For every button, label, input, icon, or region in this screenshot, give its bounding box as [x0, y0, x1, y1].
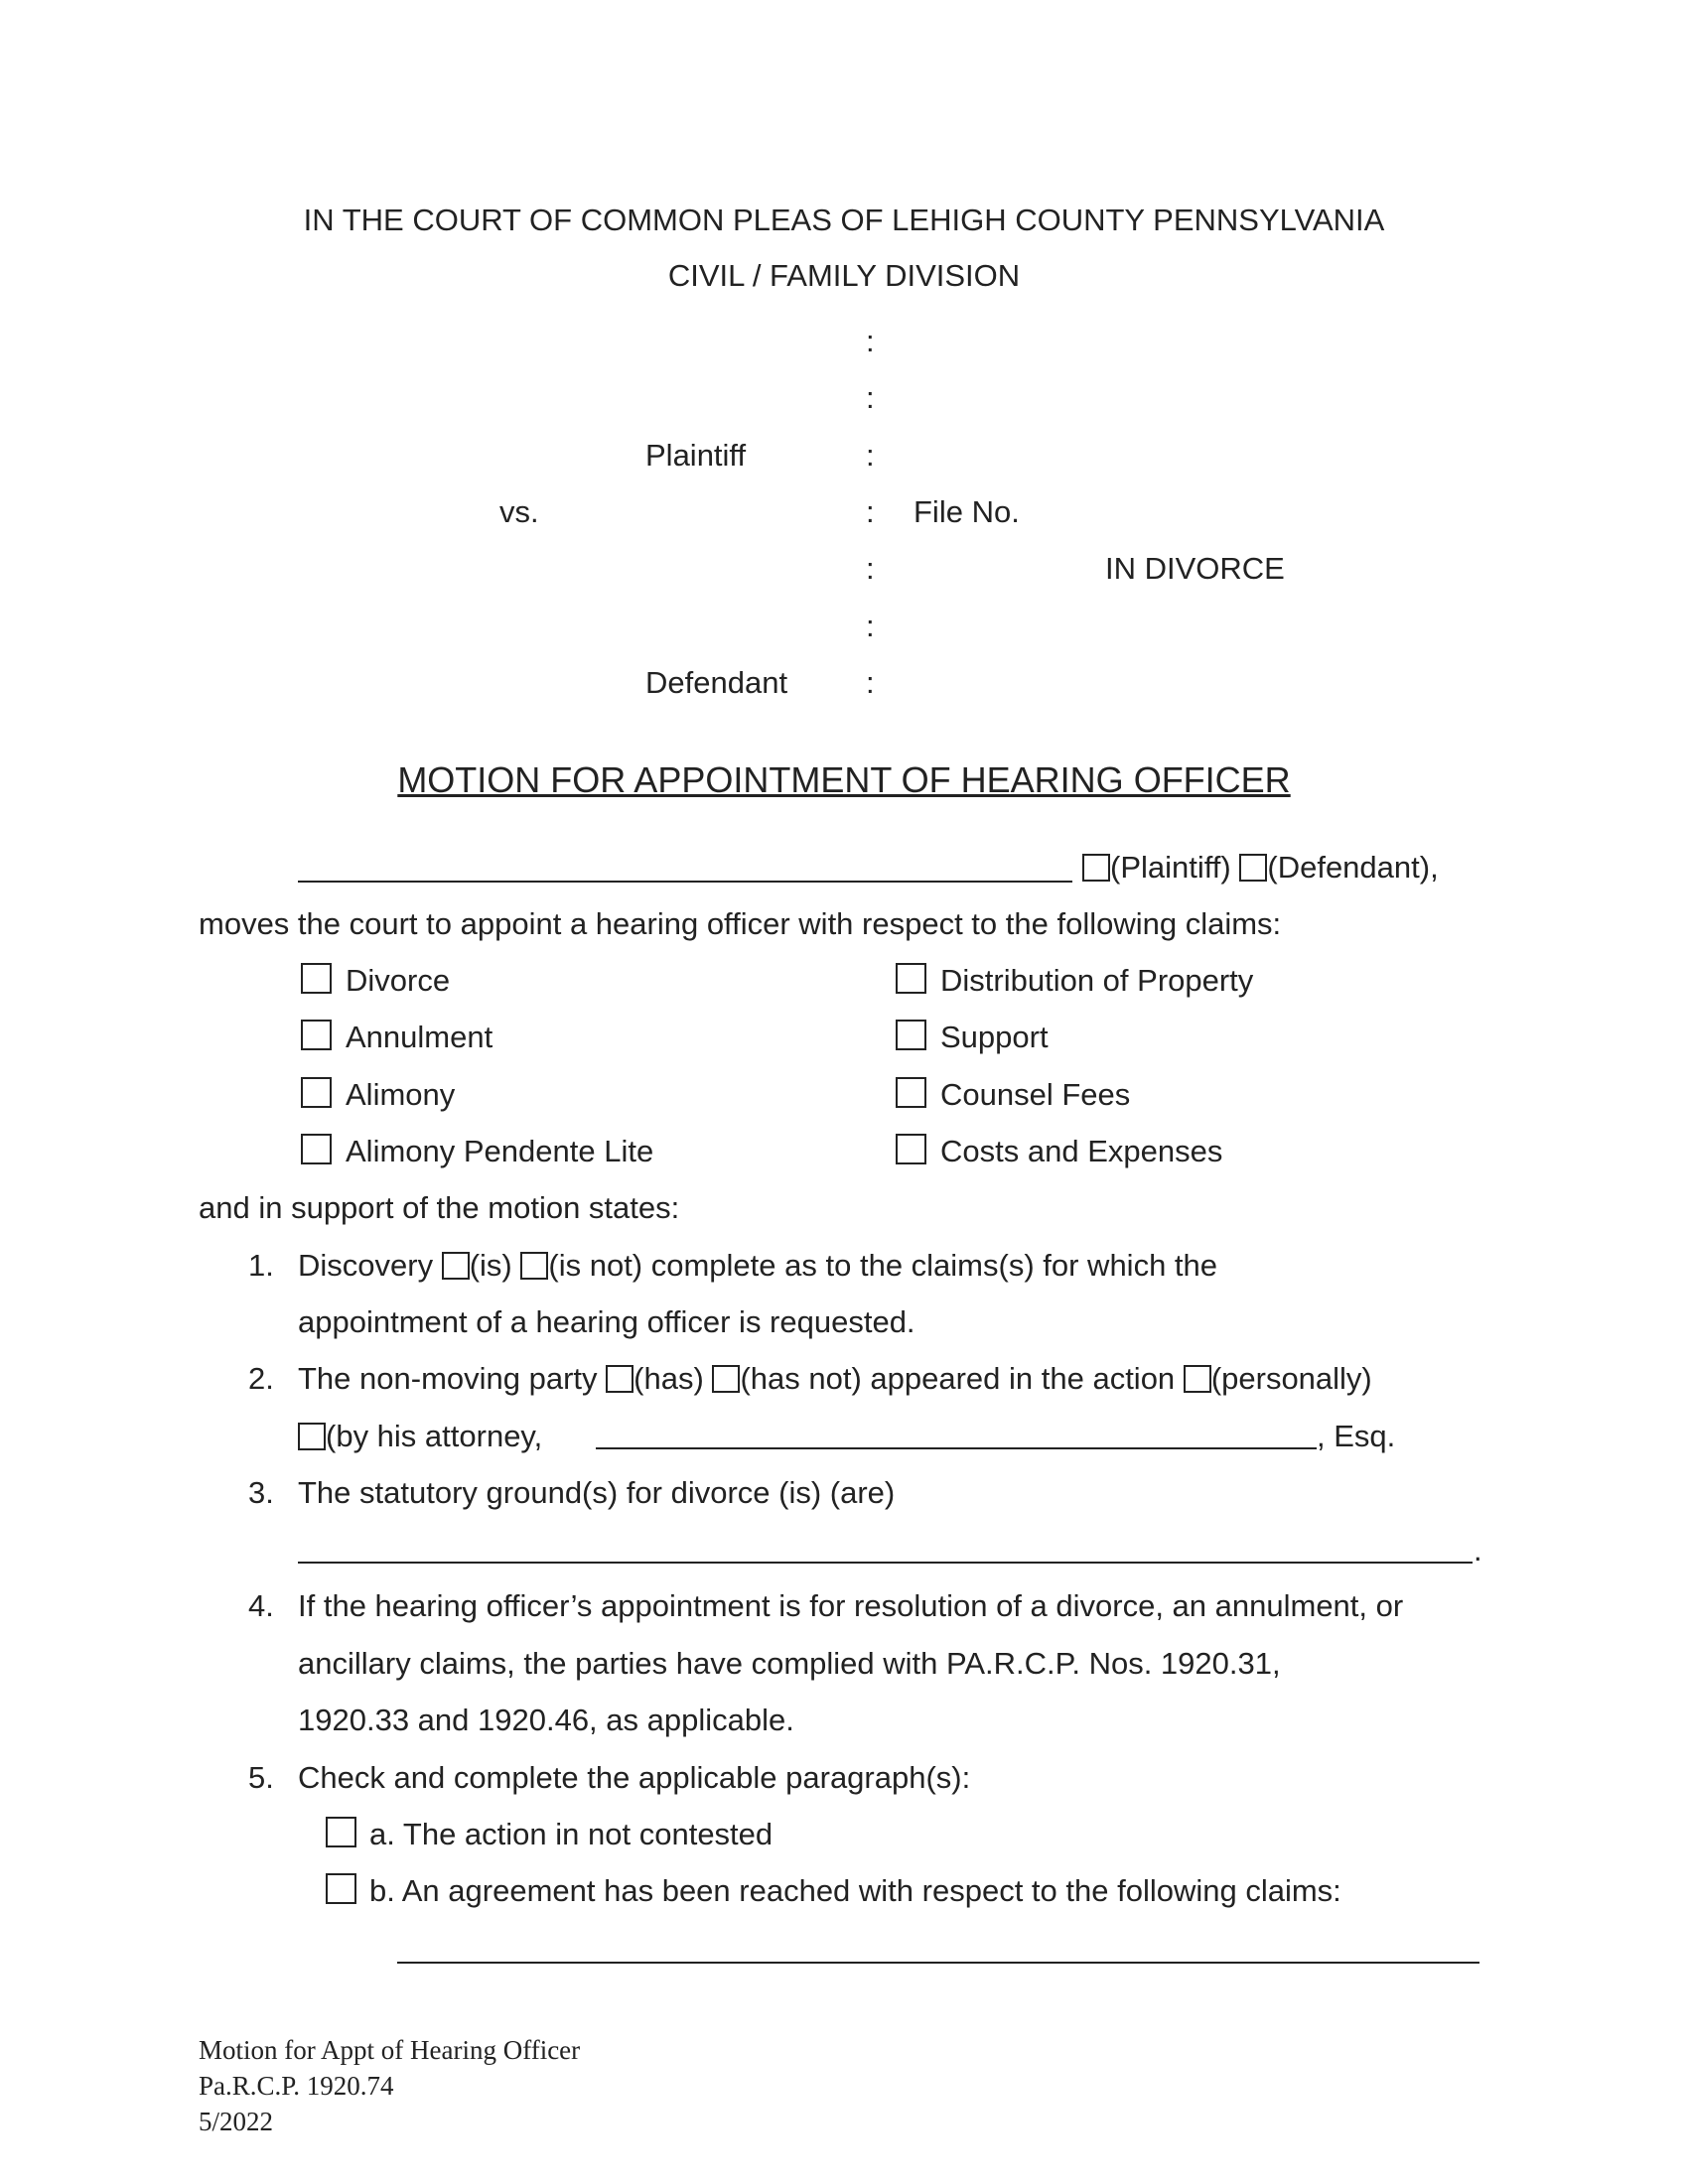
file-no-label: File No.	[914, 494, 1020, 529]
claim-counsel-fees-checkbox[interactable]	[896, 1077, 926, 1108]
plaintiff-checkbox[interactable]	[1082, 854, 1110, 882]
item-3-text: The statutory ground(s) for divorce (is) (are)	[298, 1475, 896, 1510]
personally-label: (personally)	[1210, 1361, 1372, 1396]
item-2-line-2	[298, 1421, 542, 1451]
item-2-line-1	[298, 1363, 1372, 1394]
claim-label: Counsel Fees	[940, 1077, 1131, 1112]
item-1-line-1	[298, 1250, 1217, 1281]
document-title	[0, 759, 1688, 800]
caption-colon: :	[866, 324, 875, 358]
claim-divorce-checkbox[interactable]	[301, 963, 332, 994]
caption-colon: :	[866, 665, 875, 700]
has-not-label: (has not) appeared in the action	[740, 1361, 1176, 1396]
discovery-is-checkbox[interactable]	[442, 1252, 470, 1280]
moves-text: moves the court to appoint a hearing officer with respect to the following claims:	[199, 906, 1282, 941]
item-number: 5.	[248, 1760, 274, 1795]
item-4-line-1: If the hearing officer’s appointment is for resolution of a divorce, an annulment, or	[298, 1588, 1404, 1623]
personally-checkbox[interactable]	[1184, 1365, 1211, 1393]
caption-colon: :	[866, 609, 875, 643]
claim-distribution-of-property-checkbox[interactable]	[896, 963, 926, 994]
discovery-is-label: (is)	[469, 1248, 512, 1283]
esq-label: , Esq.	[1317, 1419, 1396, 1453]
defendant-checkbox[interactable]	[1239, 854, 1267, 882]
claim-label: Divorce	[346, 963, 451, 998]
plaintiff-option-label: (Plaintiff)	[1110, 850, 1231, 885]
claim-alimony-pendente-lite-checkbox[interactable]	[301, 1134, 332, 1164]
in-divorce-label: IN DIVORCE	[1105, 551, 1285, 586]
by-attorney-checkbox[interactable]	[298, 1423, 326, 1450]
item-1-discovery: Discovery	[298, 1248, 434, 1283]
agreement-reached-checkbox[interactable]	[326, 1873, 356, 1904]
claim-support-checkbox[interactable]	[896, 1020, 926, 1050]
document-title-text: MOTION FOR APPOINTMENT OF HEARING OFFICER	[397, 759, 1291, 800]
item-3-period: .	[1474, 1533, 1482, 1568]
plaintiff-label: Plaintiff	[645, 438, 747, 473]
agreement-claims-line[interactable]	[397, 1962, 1479, 1964]
statutory-grounds-line[interactable]	[298, 1562, 1473, 1564]
claim-label: Alimony Pendente Lite	[346, 1134, 654, 1168]
has-appeared-checkbox[interactable]	[606, 1365, 633, 1393]
claim-costs-and-expenses-checkbox[interactable]	[896, 1134, 926, 1164]
item-2-text: The non-moving party	[298, 1361, 598, 1396]
movant-name-line[interactable]	[298, 881, 1072, 883]
party-selector	[1082, 852, 1439, 883]
item-number: 2.	[248, 1361, 274, 1396]
claim-label: Alimony	[346, 1077, 456, 1112]
caption-colon: :	[866, 494, 875, 529]
item-4-line-2: ancillary claims, the parties have complied with PA.R.C.P. Nos. 1920.31,	[298, 1646, 1281, 1681]
item-5a-text: a. The action in not contested	[369, 1817, 774, 1851]
claim-annulment-checkbox[interactable]	[301, 1020, 332, 1050]
division-heading: CIVIL / FAMILY DIVISION	[667, 258, 1021, 293]
caption-colon: :	[866, 551, 875, 586]
caption-colon: :	[866, 438, 875, 473]
has-label: (has)	[633, 1361, 704, 1396]
item-4-line-3: 1920.33 and 1920.46, as applicable.	[298, 1703, 794, 1737]
discovery-is-not-checkbox[interactable]	[520, 1252, 548, 1280]
footer-date: 5/2022	[199, 2107, 274, 2136]
claim-label: Annulment	[346, 1020, 493, 1054]
court-heading: IN THE COURT OF COMMON PLEAS OF LEHIGH COUNTY PENNSYLVANIA	[303, 203, 1385, 237]
item-5b-text: b. An agreement has been reached with respect to the following claims:	[369, 1873, 1341, 1908]
by-attorney-label: (by his attorney,	[326, 1419, 543, 1453]
claim-label: Support	[940, 1020, 1049, 1054]
claim-label: Distribution of Property	[940, 963, 1254, 998]
item-1-line-2: appointment of a hearing officer is requested.	[298, 1304, 915, 1339]
not-contested-checkbox[interactable]	[326, 1817, 356, 1847]
discovery-is-not-label: (is not) complete as to the claims(s) for which the	[548, 1248, 1218, 1283]
vs-label: vs.	[499, 494, 539, 529]
item-number: 3.	[248, 1475, 274, 1510]
footer-rule: Pa.R.C.P. 1920.74	[199, 2071, 394, 2101]
item-5-text: Check and complete the applicable paragraph(s):	[298, 1760, 971, 1795]
footer-form-title: Motion for Appt of Hearing Officer	[199, 2035, 581, 2065]
defendant-option-label: (Defendant),	[1267, 850, 1439, 885]
item-number: 4.	[248, 1588, 274, 1623]
defendant-label: Defendant	[645, 665, 788, 700]
claim-alimony-checkbox[interactable]	[301, 1077, 332, 1108]
has-not-appeared-checkbox[interactable]	[712, 1365, 740, 1393]
caption-colon: :	[866, 380, 875, 415]
attorney-name-line[interactable]	[596, 1447, 1317, 1449]
claim-label: Costs and Expenses	[940, 1134, 1223, 1168]
support-text: and in support of the motion states:	[199, 1190, 680, 1225]
item-number: 1.	[248, 1248, 274, 1283]
